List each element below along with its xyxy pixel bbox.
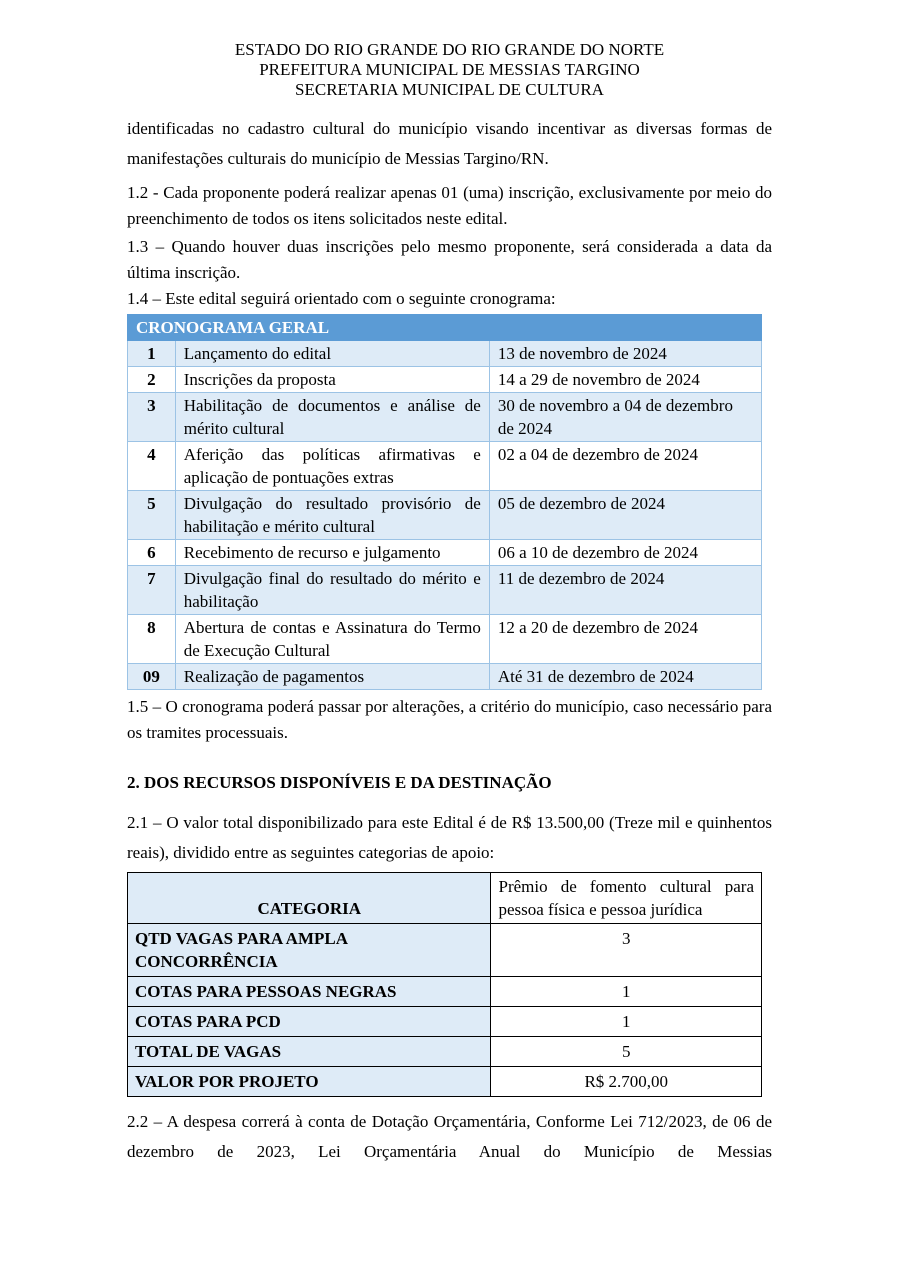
categoria-header-label: CATEGORIA — [128, 873, 491, 924]
row-number: 8 — [128, 615, 176, 664]
row-number: 09 — [128, 664, 176, 690]
table-row — [128, 540, 762, 566]
paragraph-intro: identificadas no cadastro cultural do município visando incentivar as diversas formas de manifestações culturais do município de Messias Targino/RN. — [127, 119, 772, 168]
cronograma-title-row — [128, 315, 762, 341]
document-page — [127, 0, 772, 1167]
row-description: Abertura de contas e Assinatura do Termo de Execução Cultural — [175, 615, 489, 664]
table-row — [128, 977, 762, 1007]
row-date: 13 de novembro de 2024 — [489, 341, 761, 367]
cronograma-title: CRONOGRAMA GERAL — [128, 315, 762, 341]
row-date: 11 de dezembro de 2024 — [489, 566, 761, 615]
row-label: COTAS PARA PESSOAS NEGRAS — [128, 977, 491, 1007]
paragraph-1-4: 1.4 – Este edital seguirá orientado com o seguinte cronograma: — [127, 289, 556, 308]
row-number: 6 — [128, 540, 176, 566]
row-value: 5 — [491, 1037, 762, 1067]
row-date: 14 a 29 de novembro de 2024 — [489, 367, 761, 393]
row-description: Recebimento de recurso e julgamento — [175, 540, 489, 566]
row-description: Inscrições da proposta — [175, 367, 489, 393]
row-date: 12 a 20 de dezembro de 2024 — [489, 615, 761, 664]
row-value: 3 — [491, 924, 762, 977]
categoria-header-row — [128, 873, 762, 924]
paragraph-2-2: 2.2 – A despesa correrá à conta de Dotação Orçamentária, Conforme Lei 712/2023, de 06 de dezembro de 2023, Lei Orçamentária Anual do Município de Messias — [127, 1112, 772, 1161]
row-description: Divulgação final do resultado do mérito e habilitação — [175, 566, 489, 615]
row-label: VALOR POR PROJETO — [128, 1067, 491, 1097]
table-row — [128, 1067, 762, 1097]
row-number: 2 — [128, 367, 176, 393]
table-row — [128, 566, 762, 615]
row-date: 06 a 10 de dezembro de 2024 — [489, 540, 761, 566]
row-label: TOTAL DE VAGAS — [128, 1037, 491, 1067]
categoria-table — [127, 872, 762, 1097]
row-date: 05 de dezembro de 2024 — [489, 491, 761, 540]
paragraph-1-5: 1.5 – O cronograma poderá passar por alterações, a critério do município, caso necessário para os tramites processuais. — [127, 697, 772, 742]
table-row — [128, 491, 762, 540]
row-description: Divulgação do resultado provisório de habilitação e mérito cultural — [175, 491, 489, 540]
row-date: 30 de novembro a 04 de dezembro de 2024 — [489, 393, 761, 442]
paragraph-2-1: 2.1 – O valor total disponibilizado para este Edital é de R$ 13.500,00 (Treze mil e quinhentos reais), dividido entre as seguintes categorias de apoio: — [127, 813, 772, 862]
categoria-header-value: Prêmio de fomento cultural para pessoa física e pessoa jurídica — [491, 873, 762, 924]
row-number: 1 — [128, 341, 176, 367]
row-number: 3 — [128, 393, 176, 442]
row-number: 7 — [128, 566, 176, 615]
paragraph-1-3: 1.3 – Quando houver duas inscrições pelo mesmo proponente, será considerada a data da última inscrição. — [127, 237, 772, 282]
row-description: Habilitação de documentos e análise de mérito cultural — [175, 393, 489, 442]
letterhead — [127, 0, 772, 100]
row-number: 5 — [128, 491, 176, 540]
table-row — [128, 1007, 762, 1037]
row-value: 1 — [491, 977, 762, 1007]
table-row — [128, 393, 762, 442]
table-row — [128, 341, 762, 367]
row-description: Aferição das políticas afirmativas e aplicação de pontuações extras — [175, 442, 489, 491]
row-description: Realização de pagamentos — [175, 664, 489, 690]
paragraph-1-2: 1.2 - Cada proponente poderá realizar apenas 01 (uma) inscrição, exclusivamente por meio do preenchimento de todos os itens solicitados neste edital. — [127, 183, 772, 228]
row-label: QTD VAGAS PARA AMPLA CONCORRÊNCIA — [128, 924, 491, 977]
row-number: 4 — [128, 442, 176, 491]
letterhead-line-secretaria: SECRETARIA MUNICIPAL DE CULTURA — [295, 80, 604, 99]
row-date: Até 31 de dezembro de 2024 — [489, 664, 761, 690]
letterhead-line-state: ESTADO DO RIO GRANDE DO RIO GRANDE DO NORTE — [234, 40, 665, 59]
table-row — [128, 1037, 762, 1067]
row-label: COTAS PARA PCD — [128, 1007, 491, 1037]
cronograma-table — [127, 314, 762, 690]
table-row — [128, 664, 762, 690]
table-row — [128, 924, 762, 977]
row-date: 02 a 04 de dezembro de 2024 — [489, 442, 761, 491]
row-value: R$ 2.700,00 — [491, 1067, 762, 1097]
row-description: Lançamento do edital — [175, 341, 489, 367]
table-row — [128, 615, 762, 664]
section-2-heading: 2. DOS RECURSOS DISPONÍVEIS E DA DESTINAÇÃO — [127, 773, 552, 792]
table-row — [128, 442, 762, 491]
row-value: 1 — [491, 1007, 762, 1037]
letterhead-line-prefeitura: PREFEITURA MUNICIPAL DE MESSIAS TARGINO — [259, 60, 640, 79]
table-row — [128, 367, 762, 393]
